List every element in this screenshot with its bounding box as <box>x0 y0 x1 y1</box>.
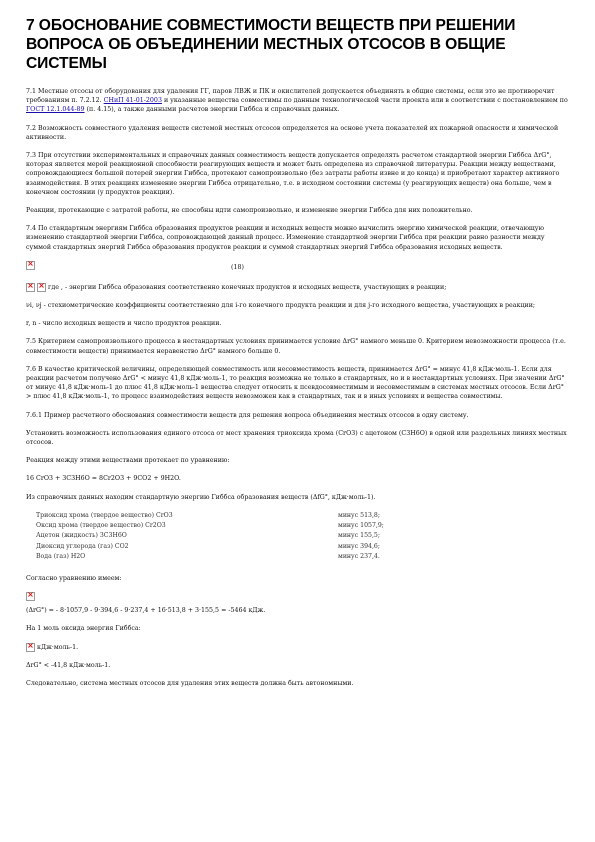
paragraph-task: Установить возможность использования единого отсоса от мест хранения триоксида хрома (CrO3) с ацетоном (C3H6O) в одной или раздельных линиях местных отсосов. <box>26 429 567 447</box>
reaction-equation: 16 CrO3 + 3C3H6O = 8Cr2O3 + 9CO2 + 9H2O. <box>26 475 181 483</box>
table-row <box>36 552 569 562</box>
p1-text-a: 7.1 Местные отсосы от оборудования для удаления ГГ, паров ЛВЖ и ПК и окислителей допускается объединять в общие системы, если это не противоречит требованиям п. 7.2.12. <box>26 88 555 105</box>
paragraph-7-5: 7.5 Критерием самопроизвольного процесса в нестандартных условиях принимается условие ΔrG° намного меньше 0. Критерием невозможности процесса (т.е. совместимости веществ) принимается неравенство ΔrG° намного больше 0. <box>26 338 566 355</box>
where-text: где , - энергии Гиббса образования соответственно конечных продуктов и исходных веществ, участвующих в реакции; <box>48 283 447 291</box>
broken-image-icon <box>26 592 35 601</box>
formula-image-row <box>26 592 569 604</box>
paragraph-where <box>26 283 569 292</box>
broken-image-icon <box>26 283 35 292</box>
substance-cell: Диоксид углерода (газ) CO2 <box>36 542 129 550</box>
substance-cell: Вода (газ) H2O <box>36 552 86 560</box>
substance-cell: Триоксид хрома (твердое вещество) CrO3 <box>36 511 173 519</box>
table-row <box>36 521 569 531</box>
formula-18 <box>26 261 569 277</box>
paragraph-accordingly: Согласно уравнению имеем: <box>26 574 122 582</box>
value-cell: минус 155,5; <box>338 532 380 540</box>
paragraph-counts: r, n - число исходных веществ и число продуктов реакции. <box>26 320 222 328</box>
formula-number: (18) <box>231 263 244 271</box>
paragraph-7-3: 7.3 При отсутствии экспериментальных и справочных данных совместимость веществ допускается определять расчетом стандартной энергии Гиббса ΔrG°, которая является мерой реакционной способности реагирующих веществ и может быть определена из справочной литературы. Реакции между веществами, сопровождающиеся большой потерей энергии Гиббса, протекают самопроизвольно (без затраты работы извне и до конца) и приобретают характер активного взаимодействия. В этих реакциях изменение энергии Гиббса отрицательно, т.е. в исходном состоянии системы (у реагирующих веществ) она больше, чем в конечном состоянии (у продуктов реакции). <box>26 152 560 196</box>
paragraph-reference: Из справочных данных находим стандартную энергию Гиббса образования веществ (ΔfG°, кДж·моль-1). <box>26 493 376 501</box>
p1-text-b: и указанные вещества совместимы по данным технологической части проекта или в соответствии с постановлением по <box>163 97 568 105</box>
page-title: 7 ОБОСНОВАНИЕ СОВМЕСТИМОСТИ ВЕЩЕСТВ ПРИ РЕШЕНИИ ВОПРОСА ОБ ОБЪЕДИНЕНИИ МЕСТНЫХ ОТСОСОВ В ОБЩИЕ СИСТЕМЫ <box>26 17 516 72</box>
gibbs-table <box>36 511 569 562</box>
paragraph-reactions: Реакции, протекающие с затратой работы, не способны идти самопроизвольно, и изменение энергии Гиббса для них положительно. <box>26 207 473 215</box>
snip-link[interactable]: СНиП 41-01-2003 <box>103 97 162 105</box>
paragraph-7-4: 7.4 По стандартным энергиям Гиббса образования продуктов реакции и исходных веществ можно вычислить энергию химической реакции, отвечающую изменению стандартной энергии Гиббса, сопровождающей данный процесс. Изменение стандартной энергии Гиббса при реакции равно разности между суммой стандартных энергий Гиббса образования продуктов реакции и суммой стандартных энергий Гиббса образования исходных веществ. <box>26 225 545 251</box>
paragraph-7-2: 7.2 Возможность совместного удаления веществ системой местных отсосов определяется на основе учета показателей их пожарной опасности и химической активности. <box>26 124 559 141</box>
broken-image-icon <box>37 283 46 292</box>
paragraph-7-6-1: 7.6.1 Пример расчетного обоснования совместимости веществ для решения вопроса объединения местных отсосов в одну систему. <box>26 411 469 419</box>
paragraph-7-1 <box>26 87 569 115</box>
paragraph-reaction-intro: Реакция между этими веществами протекает по уравнению: <box>26 457 230 465</box>
table-row <box>36 531 569 541</box>
value-cell: минус 1057,9; <box>338 522 384 530</box>
paragraph-coefficients: νi, νj - стехиометрические коэффициенты соответственно для i-го конечного продукта реакции и для j-го исходного вещества, участвующих в реакции; <box>26 302 536 310</box>
substance-cell: Оксид хрома (твердое вещество) Cr2O3 <box>36 522 166 530</box>
table-row <box>36 511 569 521</box>
broken-image-icon <box>26 643 35 652</box>
value-cell: минус 237,4. <box>338 552 380 560</box>
paragraph-per-mole: На 1 моль оксида энергия Гиббса: <box>26 625 141 633</box>
per-mole-result <box>26 643 569 652</box>
value-cell: минус 513,8; <box>338 511 380 519</box>
paragraph-conclusion: Следовательно, система местных отсосов для удаления этих веществ должна быть автономными. <box>26 679 354 687</box>
gibbs-comparison: ΔrG° < -41,8 кДж·моль-1. <box>26 661 111 669</box>
per-mole-unit: кДж·моль-1. <box>37 643 79 651</box>
gost-link[interactable]: ГОСТ 12.1.044-89 <box>26 106 85 114</box>
paragraph-7-6: 7.6 В качестве критической величины, определяющей совместимость или несовместимость веществ, принимается ΔrG° = минус 41,8 кДж·моль-1. Если для реакции расчетом получено ΔrG° < минус 41,8 кДж·моль-1, то реакция возможна не только в стандартных, но и в нестандартных условиях. При значении ΔrG° от минус 41,8 кДж·моль-1 до плюс 41,8 кДж·моль-1 вещества следует относить к псевдосовместимым и несовместимым в системах местных отсосов. Если ΔrG° > плюс 41,8 кДж·моль-1, то процесс взаимодействия веществ невозможен как в стандартных, так и в иных условиях и вещества совместимы. <box>26 365 565 401</box>
substance-cell: Ацетон (жидкость) 3C3H6O <box>36 532 127 540</box>
value-cell: минус 394,6; <box>338 542 380 550</box>
broken-image-icon <box>26 261 35 270</box>
p1-text-c: (п. 4.15), а также данными расчетов энергии Гиббса и справочных данных. <box>86 106 340 114</box>
table-row <box>36 542 569 552</box>
gibbs-calculation: (ΔrG°) = - 8·1057,9 - 9·394,6 - 9·237,4 + 16·513,8 + 3·155,5 = -5464 кДж. <box>26 607 266 615</box>
